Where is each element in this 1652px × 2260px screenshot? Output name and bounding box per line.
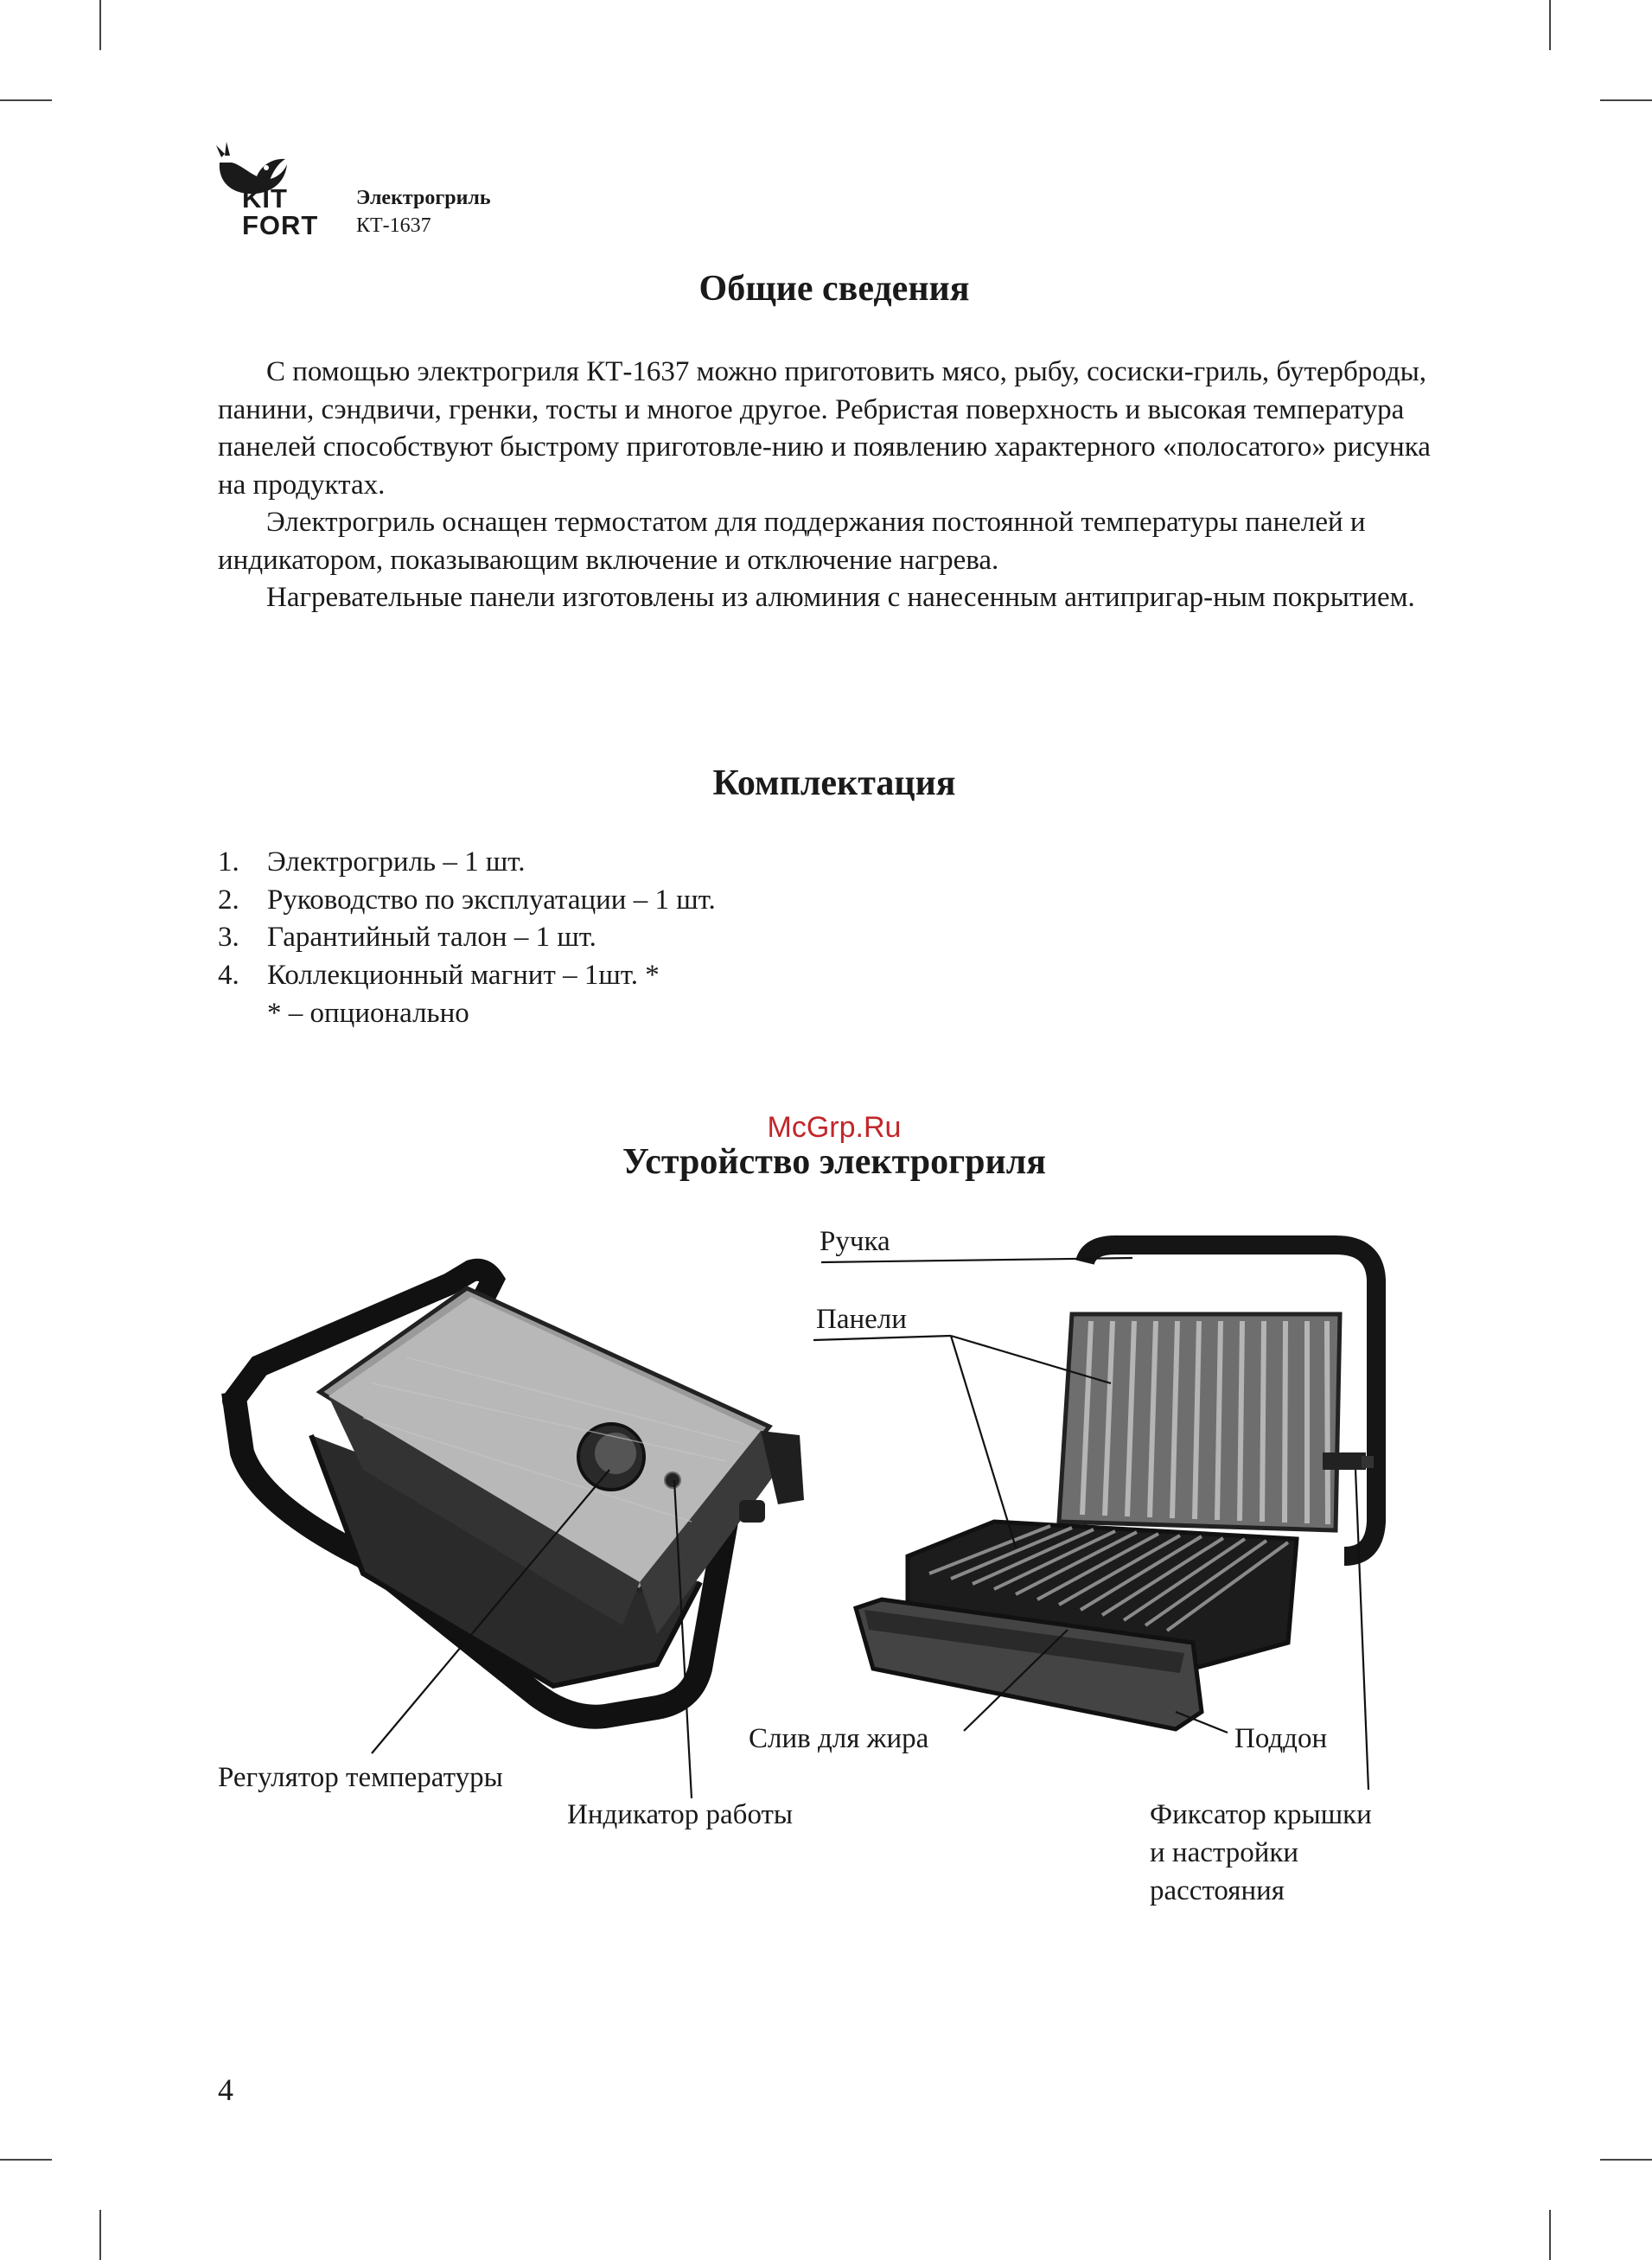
- section-title-package: Комплектация: [712, 763, 956, 803]
- doc-model: КТ-1637: [356, 214, 431, 237]
- label-grease-drain: Слив для жира: [749, 1723, 929, 1754]
- doc-product-name: Электрогриль: [356, 187, 491, 209]
- label-lid-lock: Фиксатор крышки и настройки расстояния: [1150, 1799, 1372, 1906]
- label-indicator: Индикатор работы: [567, 1799, 794, 1830]
- list-item: 2. Руководство по эксплуатации – 1 шт.: [218, 884, 716, 916]
- brand-logo-text: KIT FORT: [242, 183, 319, 240]
- list-item: 4. Коллекционный магнит – 1шт. *: [218, 959, 660, 991]
- closed-grill-image: [233, 1270, 804, 1717]
- label-panels: Панели: [816, 1304, 907, 1335]
- watermark: McGrp.Ru: [767, 1111, 902, 1144]
- paragraph: С помощью электрогриля КТ-1637 можно приготовить мясо, рыбу, сосиски-гриль, бутерброды, панини, сэндвичи, гренки, тосты и многое другое. Ребристая поверхность и высокая температура панелей способствуют быстрому приготовле-нию и появлению характерного «полосатого» рисунка на продуктах.: [218, 356, 1431, 501]
- list-item: 1. Электрогриль – 1 шт.: [218, 846, 526, 878]
- paragraph: Электрогриль оснащен термостатом для поддержания постоянной температуры панелей и индикатором, показывающим включение и отключение нагрева.: [218, 507, 1366, 576]
- label-tray: Поддон: [1234, 1723, 1328, 1754]
- open-grill-image: [856, 1245, 1376, 1729]
- label-temp-control: Регулятор температуры: [218, 1762, 503, 1793]
- paragraph: Нагревательные панели изготовлены из алюминия с нанесенным антипригар-ным покрытием.: [266, 582, 1415, 613]
- optional-note: * – опционально: [267, 998, 469, 1029]
- page-number: 4: [218, 2072, 233, 2107]
- list-item: 3. Гарантийный талон – 1 шт.: [218, 922, 596, 953]
- section-title-device: Устройство электрогриля: [622, 1142, 1046, 1182]
- label-handle: Ручка: [820, 1226, 890, 1257]
- section-title-general: Общие сведения: [698, 269, 970, 309]
